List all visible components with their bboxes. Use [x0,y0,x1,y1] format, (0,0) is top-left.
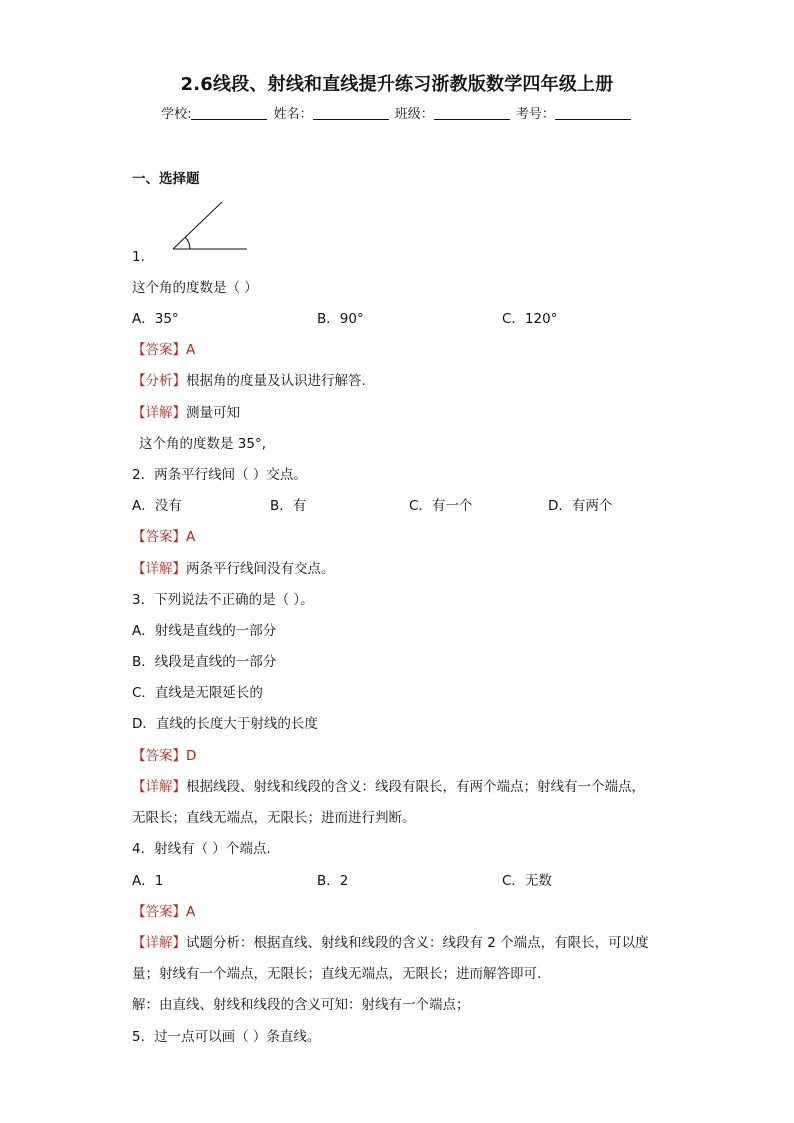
q2-stem: 2．两条平行线间（ ）交点。 [132,467,307,483]
detail-text: 测量可知 [186,405,240,421]
q1-detail [132,401,240,421]
q4-option-c: C．无数 [502,873,552,889]
q4-detail-line1 [132,931,649,951]
q2-option-b: B．有 [270,498,307,514]
school-label: 学校: [161,107,192,122]
q1-number: 1． [132,249,155,265]
q4-option-a: A．1 [132,873,164,889]
angle-figure [170,200,250,255]
answer-value: A [186,904,196,920]
q4-solution: 解：由直线、射线和线段的含义可知：射线有一个端点； [132,997,470,1013]
q4-option-b: B．2 [317,873,349,889]
detail-text: 根据线段、射线和线段的含义：线段有限长，有两个端点；射线有一个端点， [186,779,645,795]
q5-stem: 5．过一点可以画（ ）条直线。 [132,1029,321,1045]
student-info-line [0,103,794,122]
q2-answer [132,525,195,545]
document-title: 2.6线段、射线和直线提升练习浙教版数学四年级上册 [180,74,614,95]
class-blank[interactable] [434,107,510,120]
section-heading: 一、选择题 [132,171,200,187]
q1-analysis [132,369,366,389]
q4-detail-line2: 量；射线有一个端点，无限长；直线无端点，无限长；进而解答即可. [132,966,542,982]
analysis-text: 根据角的度量及认识进行解答. [186,373,366,389]
q2-detail [132,557,335,577]
detail-text: 两条平行线间没有交点。 [186,561,335,577]
q3-stem: 3．下列说法不正确的是（ ）。 [132,592,314,608]
q1-option-a: A．35° [132,311,179,327]
q3-option-a: A．射线是直线的一部分 [132,623,277,639]
answer-tag: 【答案】 [132,748,186,764]
answer-value: D [186,748,197,764]
analysis-tag: 【分析】 [132,373,186,389]
q3-detail-line1 [132,775,645,795]
answer-value: A [186,342,196,358]
school-blank[interactable] [191,107,267,120]
q3-detail-line2: 无限长；直线无端点，无限长；进而进行判断。 [132,810,416,826]
q1-option-b: B．90° [317,311,364,327]
q4-stem: 4．射线有（ ）个端点. [132,841,271,857]
name-blank[interactable] [313,107,389,120]
exam-no-label: 考号： [515,107,555,122]
answer-tag: 【答案】 [132,342,186,358]
class-label: 班级： [394,107,434,122]
q1-detail-2: 这个角的度数是 35°, [139,436,267,452]
q3-option-c: C．直线是无限延长的 [132,685,263,701]
q2-option-c: C．有一个 [409,498,473,514]
detail-tag: 【详解】 [132,561,186,577]
name-label: 姓名： [273,107,313,122]
q3-answer [132,744,196,764]
exam-no-blank[interactable] [555,107,631,120]
q2-option-a: A．没有 [132,498,182,514]
q2-option-d: D．有两个 [548,498,613,514]
detail-text: 试题分析：根据直线、射线和线段的含义：线段有 2 个端点，有限长，可以度 [186,935,649,951]
detail-tag: 【详解】 [132,779,186,795]
answer-tag: 【答案】 [132,904,186,920]
answer-value: A [186,529,196,545]
detail-tag: 【详解】 [132,405,186,421]
q1-answer [132,338,195,358]
q1-option-c: C．120° [502,311,558,327]
detail-tag: 【详解】 [132,935,186,951]
q1-stem: 这个角的度数是（ ） [132,280,258,296]
q3-option-d: D．直线的长度大于射线的长度 [132,716,318,732]
q3-option-b: B．线段是直线的一部分 [132,654,277,670]
q4-answer [132,900,195,920]
answer-tag: 【答案】 [132,529,186,545]
